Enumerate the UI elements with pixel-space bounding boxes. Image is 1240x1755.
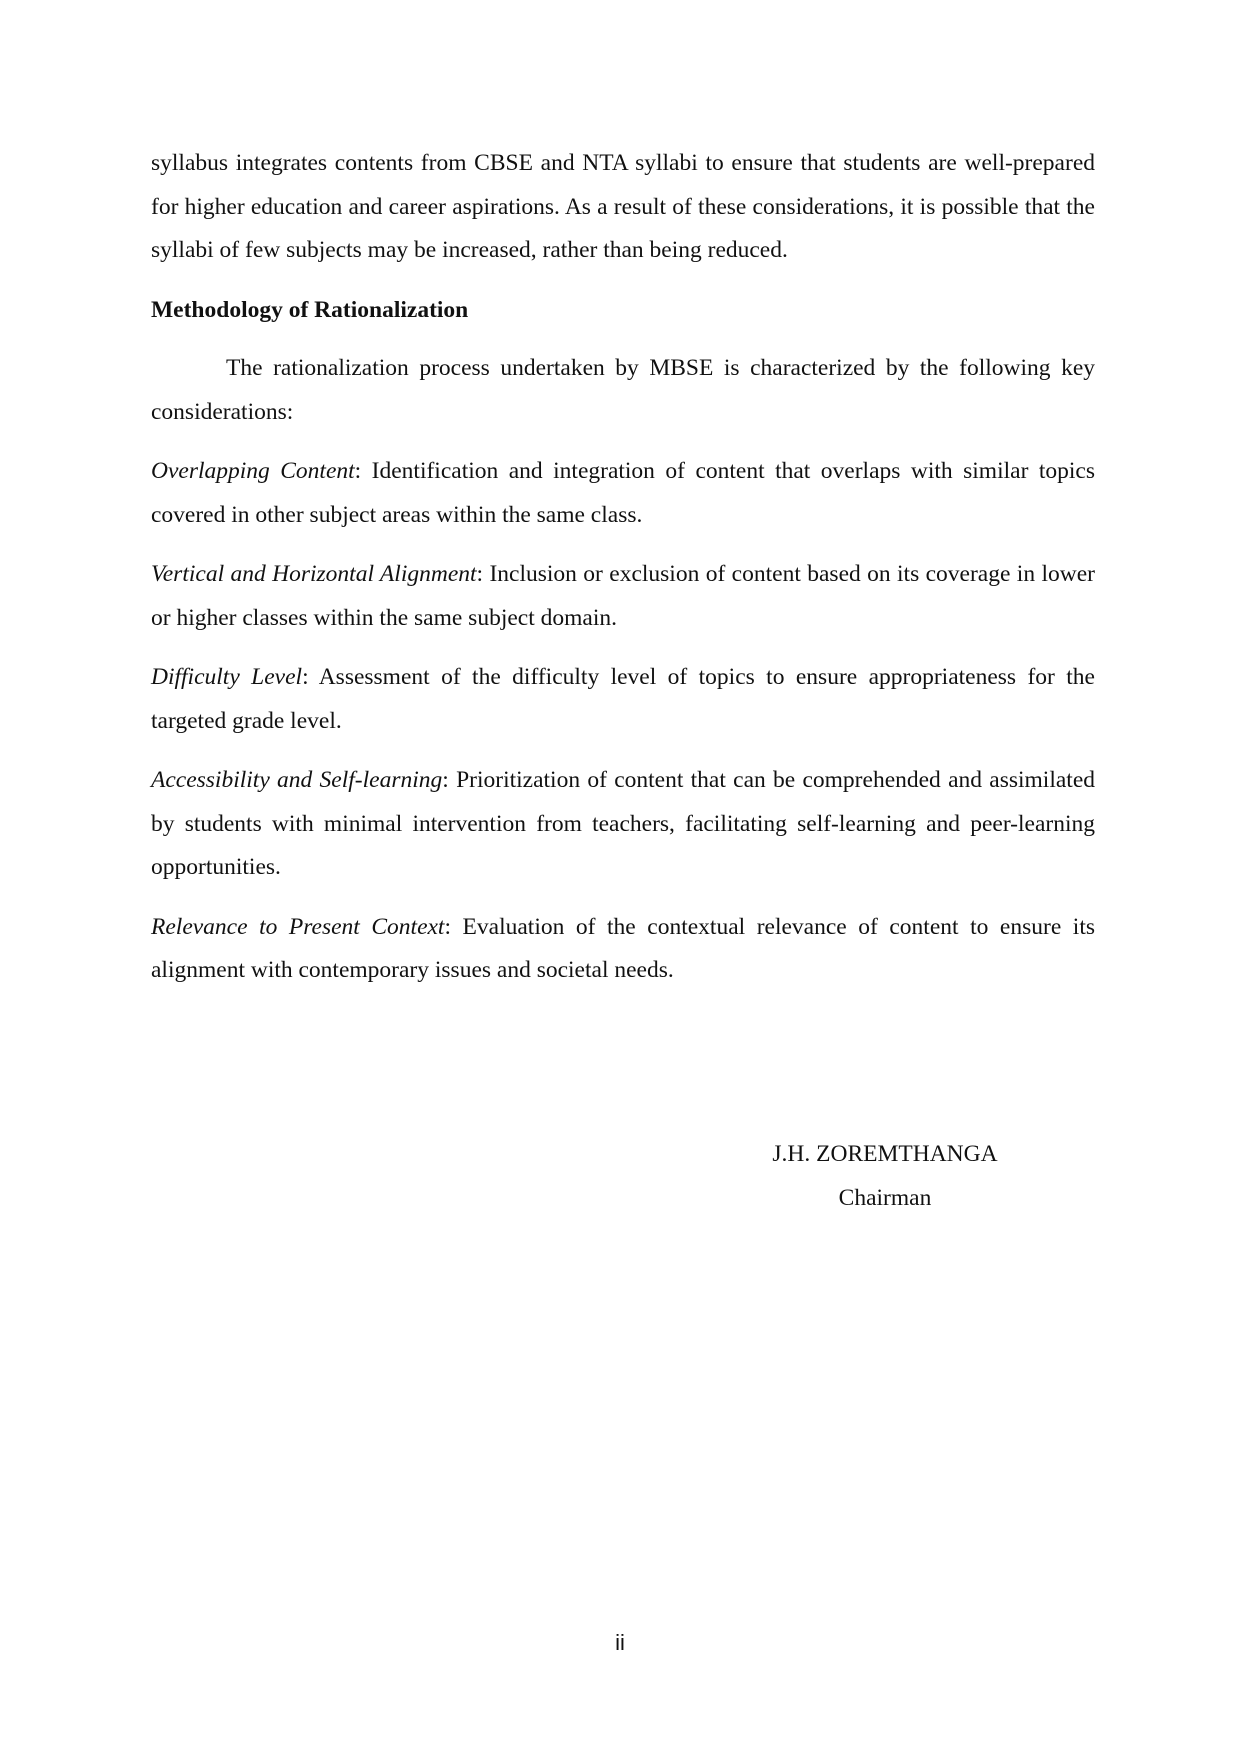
- consideration-item: [151, 759, 1095, 890]
- consideration-description: : Prioritization of content that can be comprehended and assimilated by students with minimal intervention from teachers, facilitating self-learning and peer-learning opportunities.: [151, 767, 1096, 880]
- signatory-title: Chairman: [838, 1185, 932, 1211]
- consideration-term: Difficulty Level: [151, 664, 303, 690]
- consideration-term: Overlapping Content: [151, 458, 355, 484]
- consideration-description: : Identification and integration of content that overlaps with similar topics covered in other subject areas within the same class.: [151, 458, 1095, 528]
- section-lead-paragraph: The rationalization process undertaken by MBSE is characterized by the following key considerations:: [151, 355, 1095, 425]
- consideration-description: : Inclusion or exclusion of content based on its coverage in lower or higher classes within the same subject domain.: [151, 561, 1095, 631]
- consideration-term: Relevance to Present Context: [151, 913, 445, 940]
- consideration-description: : Evaluation of the contextual relevance of content to ensure its alignment with contemporary issues and societal needs.: [151, 913, 1095, 983]
- consideration-item: [151, 553, 1095, 640]
- signatory-name: J.H. ZOREMTHANGA: [772, 1141, 998, 1167]
- section-heading: Methodology of Rationalization: [151, 296, 469, 323]
- intro-paragraph: syllabus integrates contents from CBSE and NTA syllabi to ensure that students are well-prepared for higher education and career aspirations. As a result of these considerations, it is possible that the syllabi of few subjects may be increased, rather than being reduced.: [151, 150, 1095, 263]
- consideration-item: [151, 450, 1095, 537]
- consideration-description: : Assessment of the difficulty level of topics to ensure appropriateness for the targeted grade level.: [151, 664, 1095, 734]
- signature-block: [740, 1132, 1030, 1220]
- page-number: ii: [615, 1630, 625, 1655]
- consideration-item: [151, 656, 1095, 743]
- consideration-item: [151, 906, 1095, 993]
- consideration-term: Vertical and Horizontal Alignment: [151, 561, 477, 587]
- document-body: [151, 142, 1095, 1009]
- consideration-term: Accessibility and Self-learning: [151, 767, 443, 793]
